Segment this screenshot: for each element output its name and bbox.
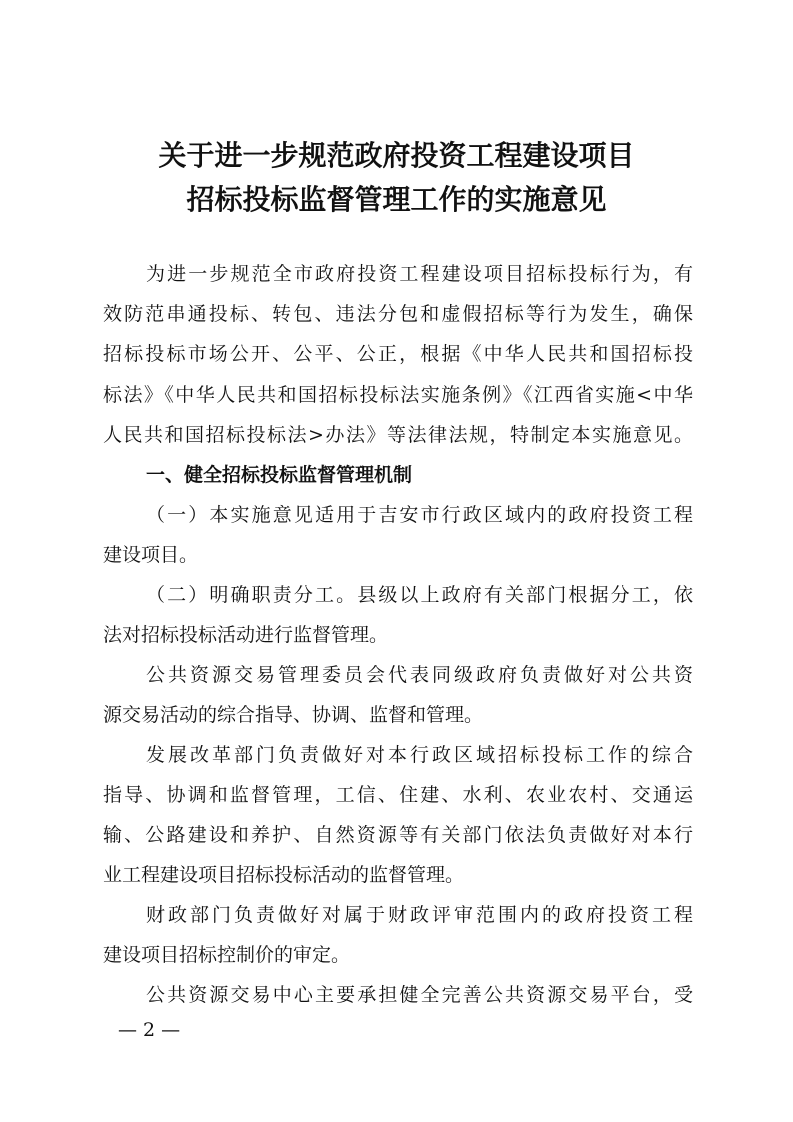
- paragraph-line: 公共资源交易中心主要承担健全完善公共资源交易平台，受: [146, 984, 693, 1006]
- paragraph-line: 财政部门负责做好对属于财政评审范围内的政府投资工程: [146, 904, 693, 926]
- paragraph-line: 法对招标投标活动进行监督管理。: [103, 624, 389, 646]
- paragraph-line: 为进一步规范全市政府投资工程建设项目招标投标行为，有: [146, 263, 693, 285]
- paragraph-line: 招标投标市场公开、公平、公正，根据《中华人民共和国招标投: [103, 343, 693, 365]
- paragraph-line: 公共资源交易管理委员会代表同级政府负责做好对公共资: [146, 664, 693, 686]
- section-heading: 一、健全招标投标监督管理机制: [146, 464, 413, 486]
- paragraph-line: 标法》《中华人民共和国招标投标法实施条例》《江西省实施<中华: [103, 384, 693, 406]
- paragraph-line: （一）本实施意见适用于吉安市行政区域内的政府投资工程: [146, 504, 693, 526]
- document-title-line-1: 关于进一步规范政府投资工程建设项目: [158, 139, 635, 172]
- paragraph-line: （二）明确职责分工。县级以上政府有关部门根据分工，依: [146, 584, 693, 606]
- document-title-line-2: 招标投标监督管理工作的实施意见: [186, 183, 607, 216]
- paragraph-line: 指导、协调和监督管理，工信、住建、水利、农业农村、交通运: [103, 784, 693, 806]
- paragraph-line: 建设项目。: [103, 544, 199, 566]
- paragraph-line: 输、公路建设和养护、自然资源等有关部门依法负责做好对本行: [103, 824, 693, 846]
- paragraph-line: 发展改革部门负责做好对本行政区域招标投标工作的综合: [146, 744, 693, 766]
- paragraph-line: 建设项目招标控制价的审定。: [103, 944, 351, 966]
- paragraph-line: 源交易活动的综合指导、协调、监督和管理。: [103, 704, 484, 726]
- paragraph-line: 人民共和国招标投标法>办法》等法律法规，特制定本实施意见。: [103, 424, 693, 446]
- page-number: — 2 —: [118, 1019, 181, 1041]
- paragraph-line: 效防范串通投标、转包、违法分包和虚假招标等行为发生，确保: [103, 303, 693, 325]
- paragraph-line: 业工程建设项目招标投标活动的监督管理。: [103, 864, 465, 886]
